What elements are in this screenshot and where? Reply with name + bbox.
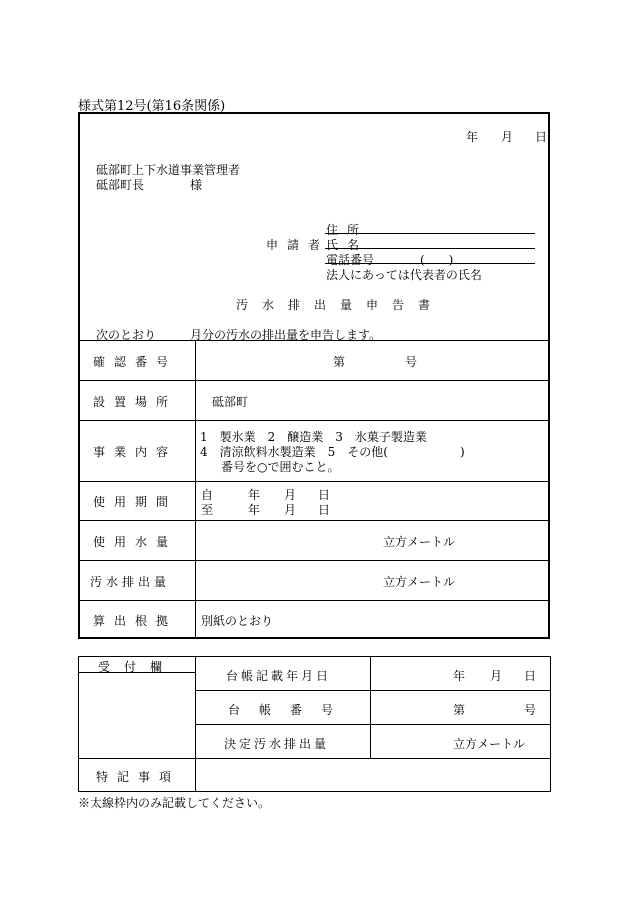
location-value: 砥部町 [212, 395, 249, 409]
location-label: 設置場所 [93, 395, 178, 409]
table-column-divider [195, 340, 196, 638]
discharge-unit: 立方メートル [383, 575, 456, 589]
basis-label: 算出根拠 [93, 614, 178, 628]
period-to-year: 年 [248, 503, 261, 517]
intro-prefix: 次のとおり [96, 328, 157, 342]
applicant-label: 申請者 [266, 238, 330, 252]
business-line2: 4 清涼飲料水製造業 5 その他( ) [200, 445, 465, 459]
date-day: 日 [535, 130, 548, 144]
period-to-day: 日 [318, 503, 331, 517]
period-from-year: 年 [248, 488, 261, 502]
basis-value: 別紙のとおり [201, 614, 274, 628]
phone-underline [325, 263, 535, 264]
corporate-note: 法人にあっては代表者の氏名 [326, 268, 482, 282]
row-line-3 [79, 481, 549, 482]
name-label: 氏名 [326, 238, 369, 252]
ledger-no-label: 台帳番号 [228, 703, 353, 717]
period-from-month: 月 [284, 488, 297, 502]
footnote: ※太線枠内のみ記載してください。 [78, 796, 271, 810]
period-to: 至 [201, 503, 214, 517]
ledger-no-dai: 第 [453, 703, 466, 717]
period-from: 自 [201, 488, 214, 502]
ledger-no-go: 号 [524, 703, 537, 717]
period-from-day: 日 [318, 488, 331, 502]
row-line-1 [79, 380, 549, 381]
row-line-5 [79, 560, 549, 561]
confirm-no-go: 号 [405, 355, 418, 369]
decided-label: 決定汚水排出量 [224, 737, 330, 751]
phone-label: 電話番号 [326, 253, 375, 267]
row-line-6 [79, 600, 549, 601]
confirm-no-dai: 第 [333, 355, 346, 369]
phone-parens: ( ) [420, 253, 454, 267]
office-col-divider-2 [370, 656, 371, 758]
ledger-date-day: 日 [524, 669, 537, 683]
decided-unit: 立方メートル [453, 737, 526, 751]
period-to-month: 月 [284, 503, 297, 517]
water-usage-unit: 立方メートル [383, 535, 456, 549]
doc-title: 汚水排出量申告書 [236, 298, 445, 312]
period-label: 使用期間 [93, 495, 178, 509]
business-line3: 番号を○で囲むこと。 [221, 460, 340, 474]
office-row-line-2 [195, 724, 551, 725]
business-line1: 1 製氷業 2 醸造業 3 氷菓子製造業 [200, 430, 427, 444]
address-label: 住所 [326, 223, 369, 237]
discharge-label: 汚水排出量 [90, 575, 171, 589]
addressee-line1: 砥部町上下水道事業管理者 [96, 163, 241, 177]
notes-label: 特記事項 [96, 770, 181, 784]
water-usage-label: 使用水量 [93, 535, 178, 549]
addressee-line2: 砥部町長 [96, 178, 145, 192]
addressee-honorific: 様 [190, 178, 203, 192]
date-month: 月 [501, 130, 514, 144]
date-year: 年 [466, 130, 479, 144]
confirm-no-label: 確認番号 [93, 355, 178, 369]
office-row-line-1 [195, 690, 551, 691]
name-underline [325, 248, 535, 249]
table-top-line [79, 340, 549, 341]
ledger-date-month: 月 [490, 669, 503, 683]
form-title: 様式第12号(第16条関係) [78, 99, 226, 114]
row-line-4 [79, 520, 549, 521]
row-line-2 [79, 420, 549, 421]
ledger-date-year: 年 [453, 669, 466, 683]
reception-label: 受付欄 [98, 660, 177, 674]
ledger-date-label: 台帳記載年月日 [226, 669, 332, 683]
business-label: 事業内容 [93, 445, 178, 459]
intro-suffix: 月分の汚水の排出量を申告します。 [190, 328, 382, 342]
office-row-line-3 [78, 758, 551, 759]
address-underline [325, 233, 535, 234]
